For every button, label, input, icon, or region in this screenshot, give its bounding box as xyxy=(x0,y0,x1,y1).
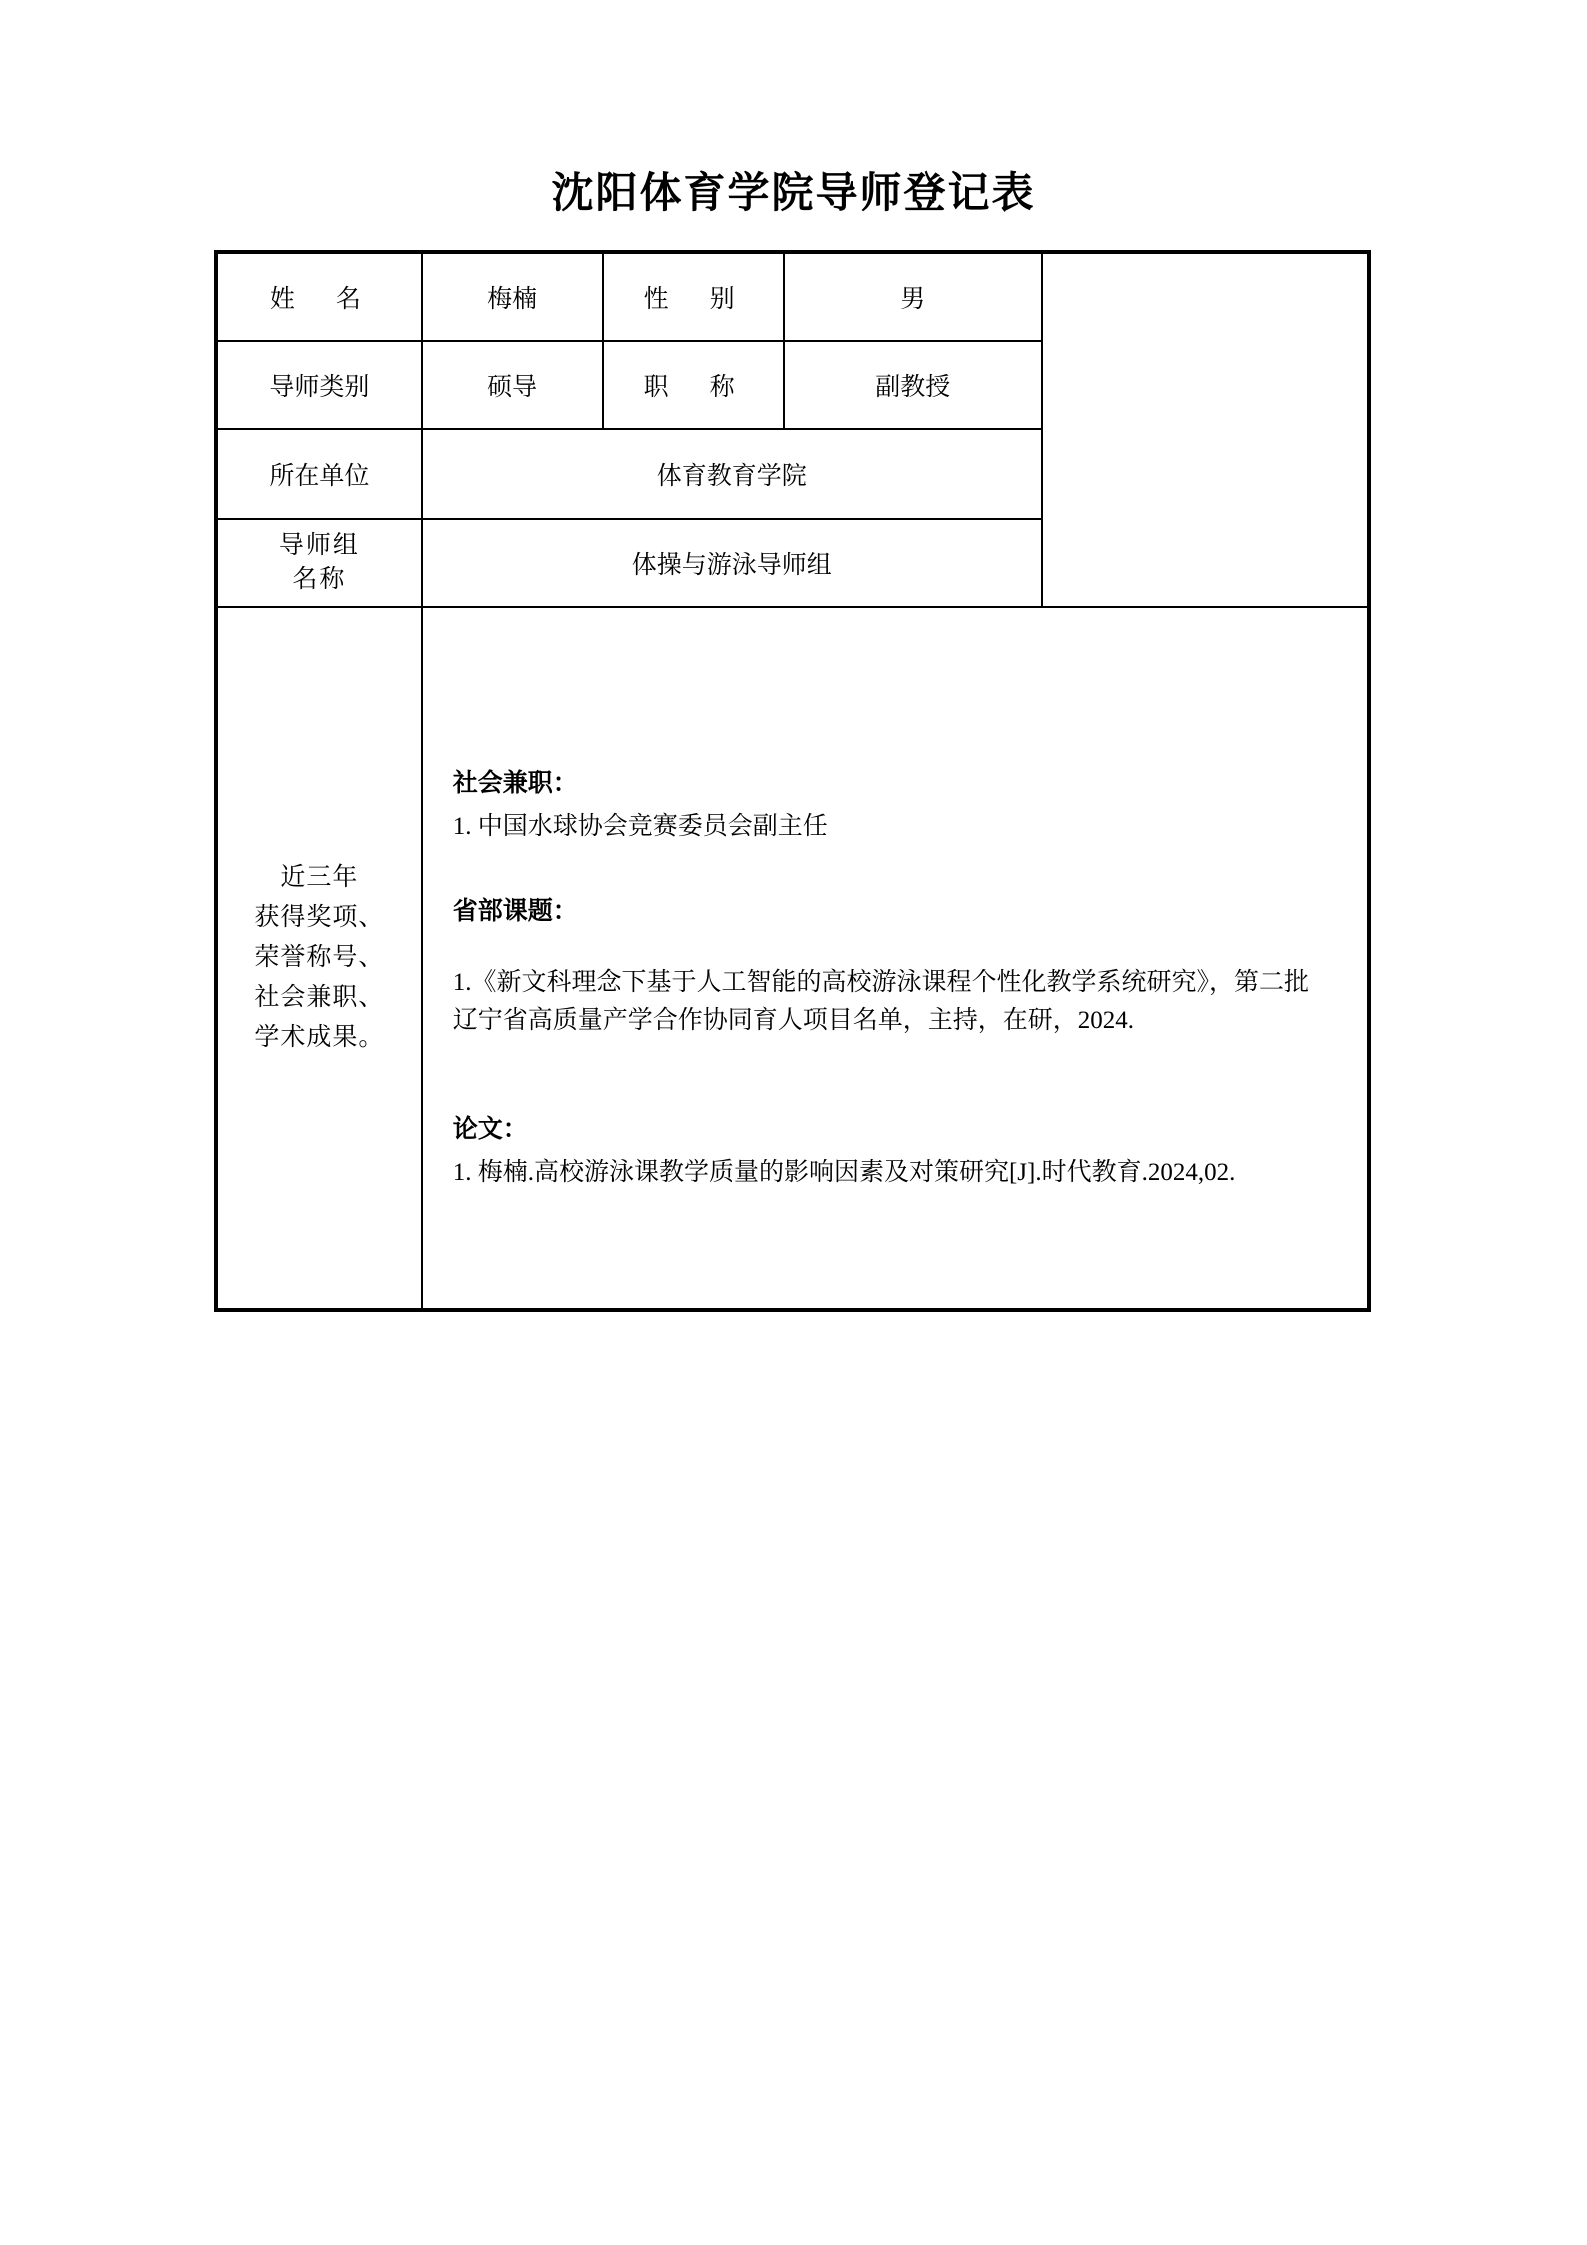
label-advisor-type: 导师类别 xyxy=(217,341,422,429)
label-advisor-group xyxy=(217,519,422,607)
label-advisor-group-line2: 名称 xyxy=(292,566,347,593)
value-advisor-type: 硕导 xyxy=(422,341,603,429)
label-achievements-line3: 荣誉称号、 xyxy=(254,944,385,971)
spacer xyxy=(453,847,1331,893)
label-unit: 所在单位 xyxy=(217,429,422,519)
value-unit: 体育教育学院 xyxy=(422,429,1042,519)
papers-heading: 论文： xyxy=(452,1116,528,1144)
spacer xyxy=(453,1041,1331,1111)
provincial-project-item: 1.《新文科理念下基于人工智能的高校游泳课程个性化教学系统研究》，第二批辽宁省高质量产学合作协同育人项目名单，主持，在研，2024. xyxy=(452,968,1309,1035)
value-gender: 男 xyxy=(784,253,1042,341)
social-positions-heading: 社会兼职： xyxy=(452,770,578,798)
label-gender: 性 别 xyxy=(603,253,784,341)
label-achievements-line5: 学术成果。 xyxy=(254,1024,385,1051)
table-row xyxy=(217,253,1368,341)
table-row-achievements xyxy=(217,607,1368,1309)
advisor-registration-table xyxy=(214,250,1371,1312)
value-advisor-group: 体操与游泳导师组 xyxy=(422,519,1042,607)
social-positions-item: 1. 中国水球协会竞赛委员会副主任 xyxy=(452,813,828,841)
label-achievements-line1: 近三年 xyxy=(280,864,359,891)
label-title: 职 称 xyxy=(603,341,784,429)
spacer xyxy=(453,936,1331,964)
label-name: 姓 名 xyxy=(217,253,422,341)
provincial-project-heading: 省部课题： xyxy=(452,897,578,925)
photo-cell xyxy=(1042,253,1368,607)
label-achievements-line2: 获得奖项、 xyxy=(254,904,385,931)
achievements-content xyxy=(422,607,1368,1309)
label-achievements xyxy=(217,607,422,1309)
value-title: 副教授 xyxy=(784,341,1042,429)
page-title: 沈阳体育学院导师登记表 xyxy=(551,171,1036,217)
value-name: 梅楠 xyxy=(422,253,603,341)
papers-item: 1. 梅楠.高校游泳课教学质量的影响因素及对策研究[J].时代教育.2024,02. xyxy=(452,1158,1236,1186)
label-advisor-group-line1: 导师组 xyxy=(278,532,360,560)
label-achievements-line4: 社会兼职、 xyxy=(254,984,385,1011)
